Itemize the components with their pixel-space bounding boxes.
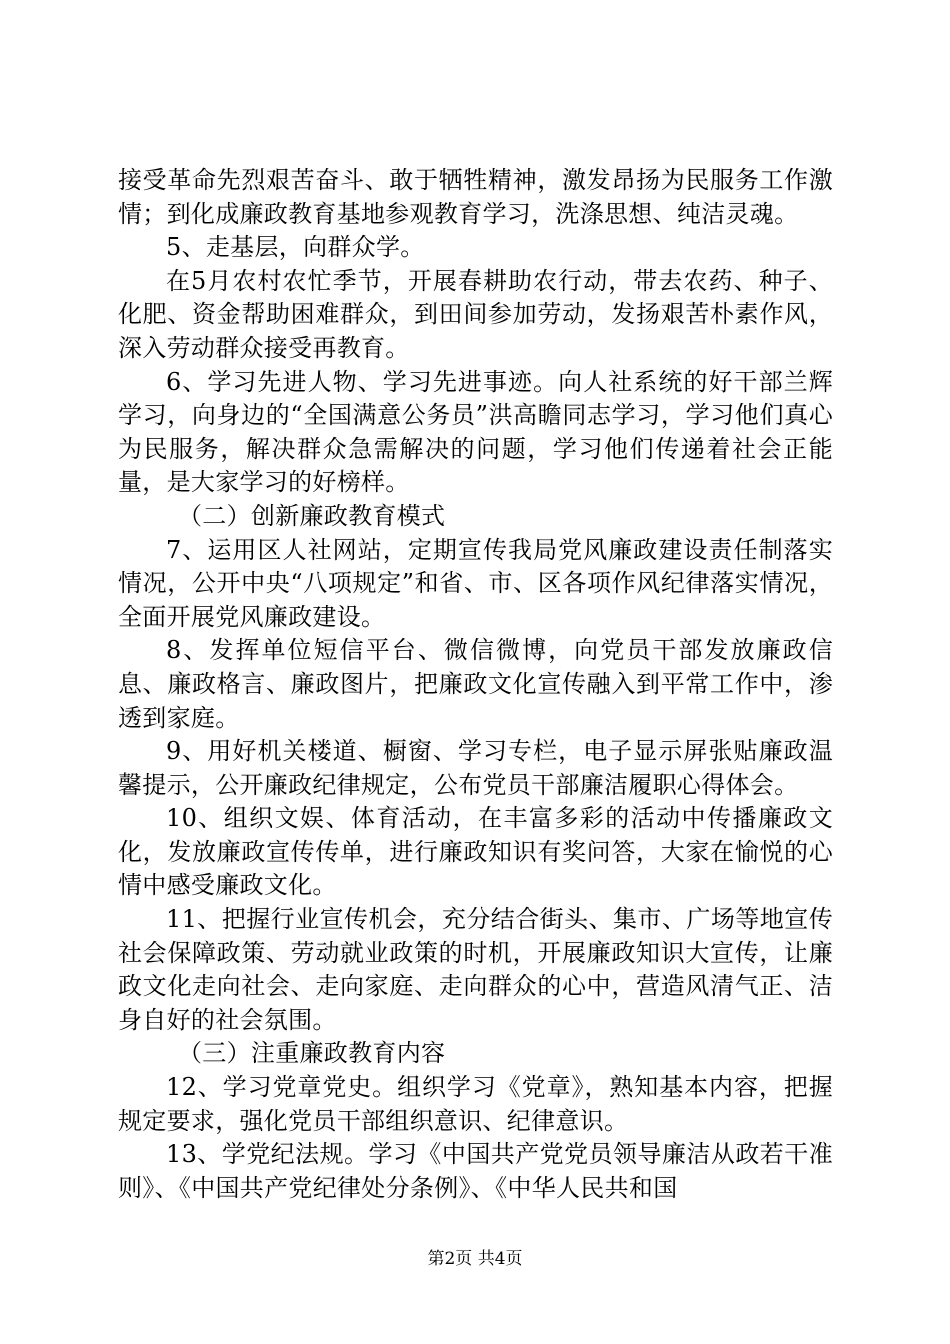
page-number-label: 第2页 共4页 — [427, 1249, 523, 1269]
paragraph-item-9: 9、用好机关楼道、橱窗、学习专栏，电子显示屏张贴廉政温馨提示，公开廉政纪律规定，公布党员干部廉洁履职心得体会。 — [118, 737, 833, 799]
section-heading-2: （二）创新廉政教育模式 — [178, 501, 446, 530]
paragraph-item-13: 13、学党纪法规。学习《中国共产党党员领导廉洁从政若干准则》、《中国共产党纪律处分条例》、《中华人民共和国 — [118, 1140, 833, 1202]
paragraph-item-7: 7、运用区人社网站，定期宣传我局党风廉政建设责任制落实情况，公开中央“八项规定”和省、市、区各项作风纪律落实情况，全面开展党风廉政建设。 — [118, 535, 833, 631]
paragraph-item-6: 6、学习先进人物、学习先进事迹。向人社系统的好干部兰辉学习，向身边的“全国满意公务员”洪高瞻同志学习，学习他们真心为民服务，解决群众急需解决的问题，学习他们传递着社会正能量，是大家学习的好榜样。 — [118, 367, 833, 497]
page-footer — [0, 1244, 950, 1269]
paragraph-item-8: 8、发挥单位短信平台、微信微博，向党员干部发放廉政信息、廉政格言、廉政图片，把廉政文化宣传融入到平常工作中，渗透到家庭。 — [118, 636, 833, 732]
paragraph-item-10: 10、组织文娱、体育活动，在丰富多彩的活动中传播廉政文化，发放廉政宣传传单，进行廉政知识有奖问答，大家在愉悦的心情中感受廉政文化。 — [118, 804, 833, 900]
paragraph-continuation: 接受革命先烈艰苦奋斗、敢于牺牲精神，激发昂扬为民服务工作激情；到化成廉政教育基地参观教育学习，洗涤思想、纯洁灵魂。 — [118, 166, 833, 228]
paragraph-item-11: 11、把握行业宣传机会，充分结合街头、集市、广场等地宣传社会保障政策、劳动就业政策的时机，开展廉政知识大宣传，让廉政文化走向社会、走向家庭、走向群众的心中，营造风清气正、洁身自好的社会氛围。 — [118, 905, 833, 1034]
document-body — [118, 164, 833, 1205]
paragraph-item-12: 12、学习党章党史。组织学习《党章》，熟知基本内容，把握规定要求，强化党员干部组织意识、纪律意识。 — [118, 1073, 833, 1135]
paragraph-item-5: 5、走基层，向群众学。 — [166, 233, 425, 262]
section-heading-3: （三）注重廉政教育内容 — [178, 1039, 446, 1068]
paragraph-item-5-body: 在5月农村农忙季节，开展春耕助农行动，带去农药、种子、化肥、资金帮助困难群众，到田间参加劳动，发扬艰苦朴素作风，深入劳动群众接受再教育。 — [118, 266, 833, 362]
